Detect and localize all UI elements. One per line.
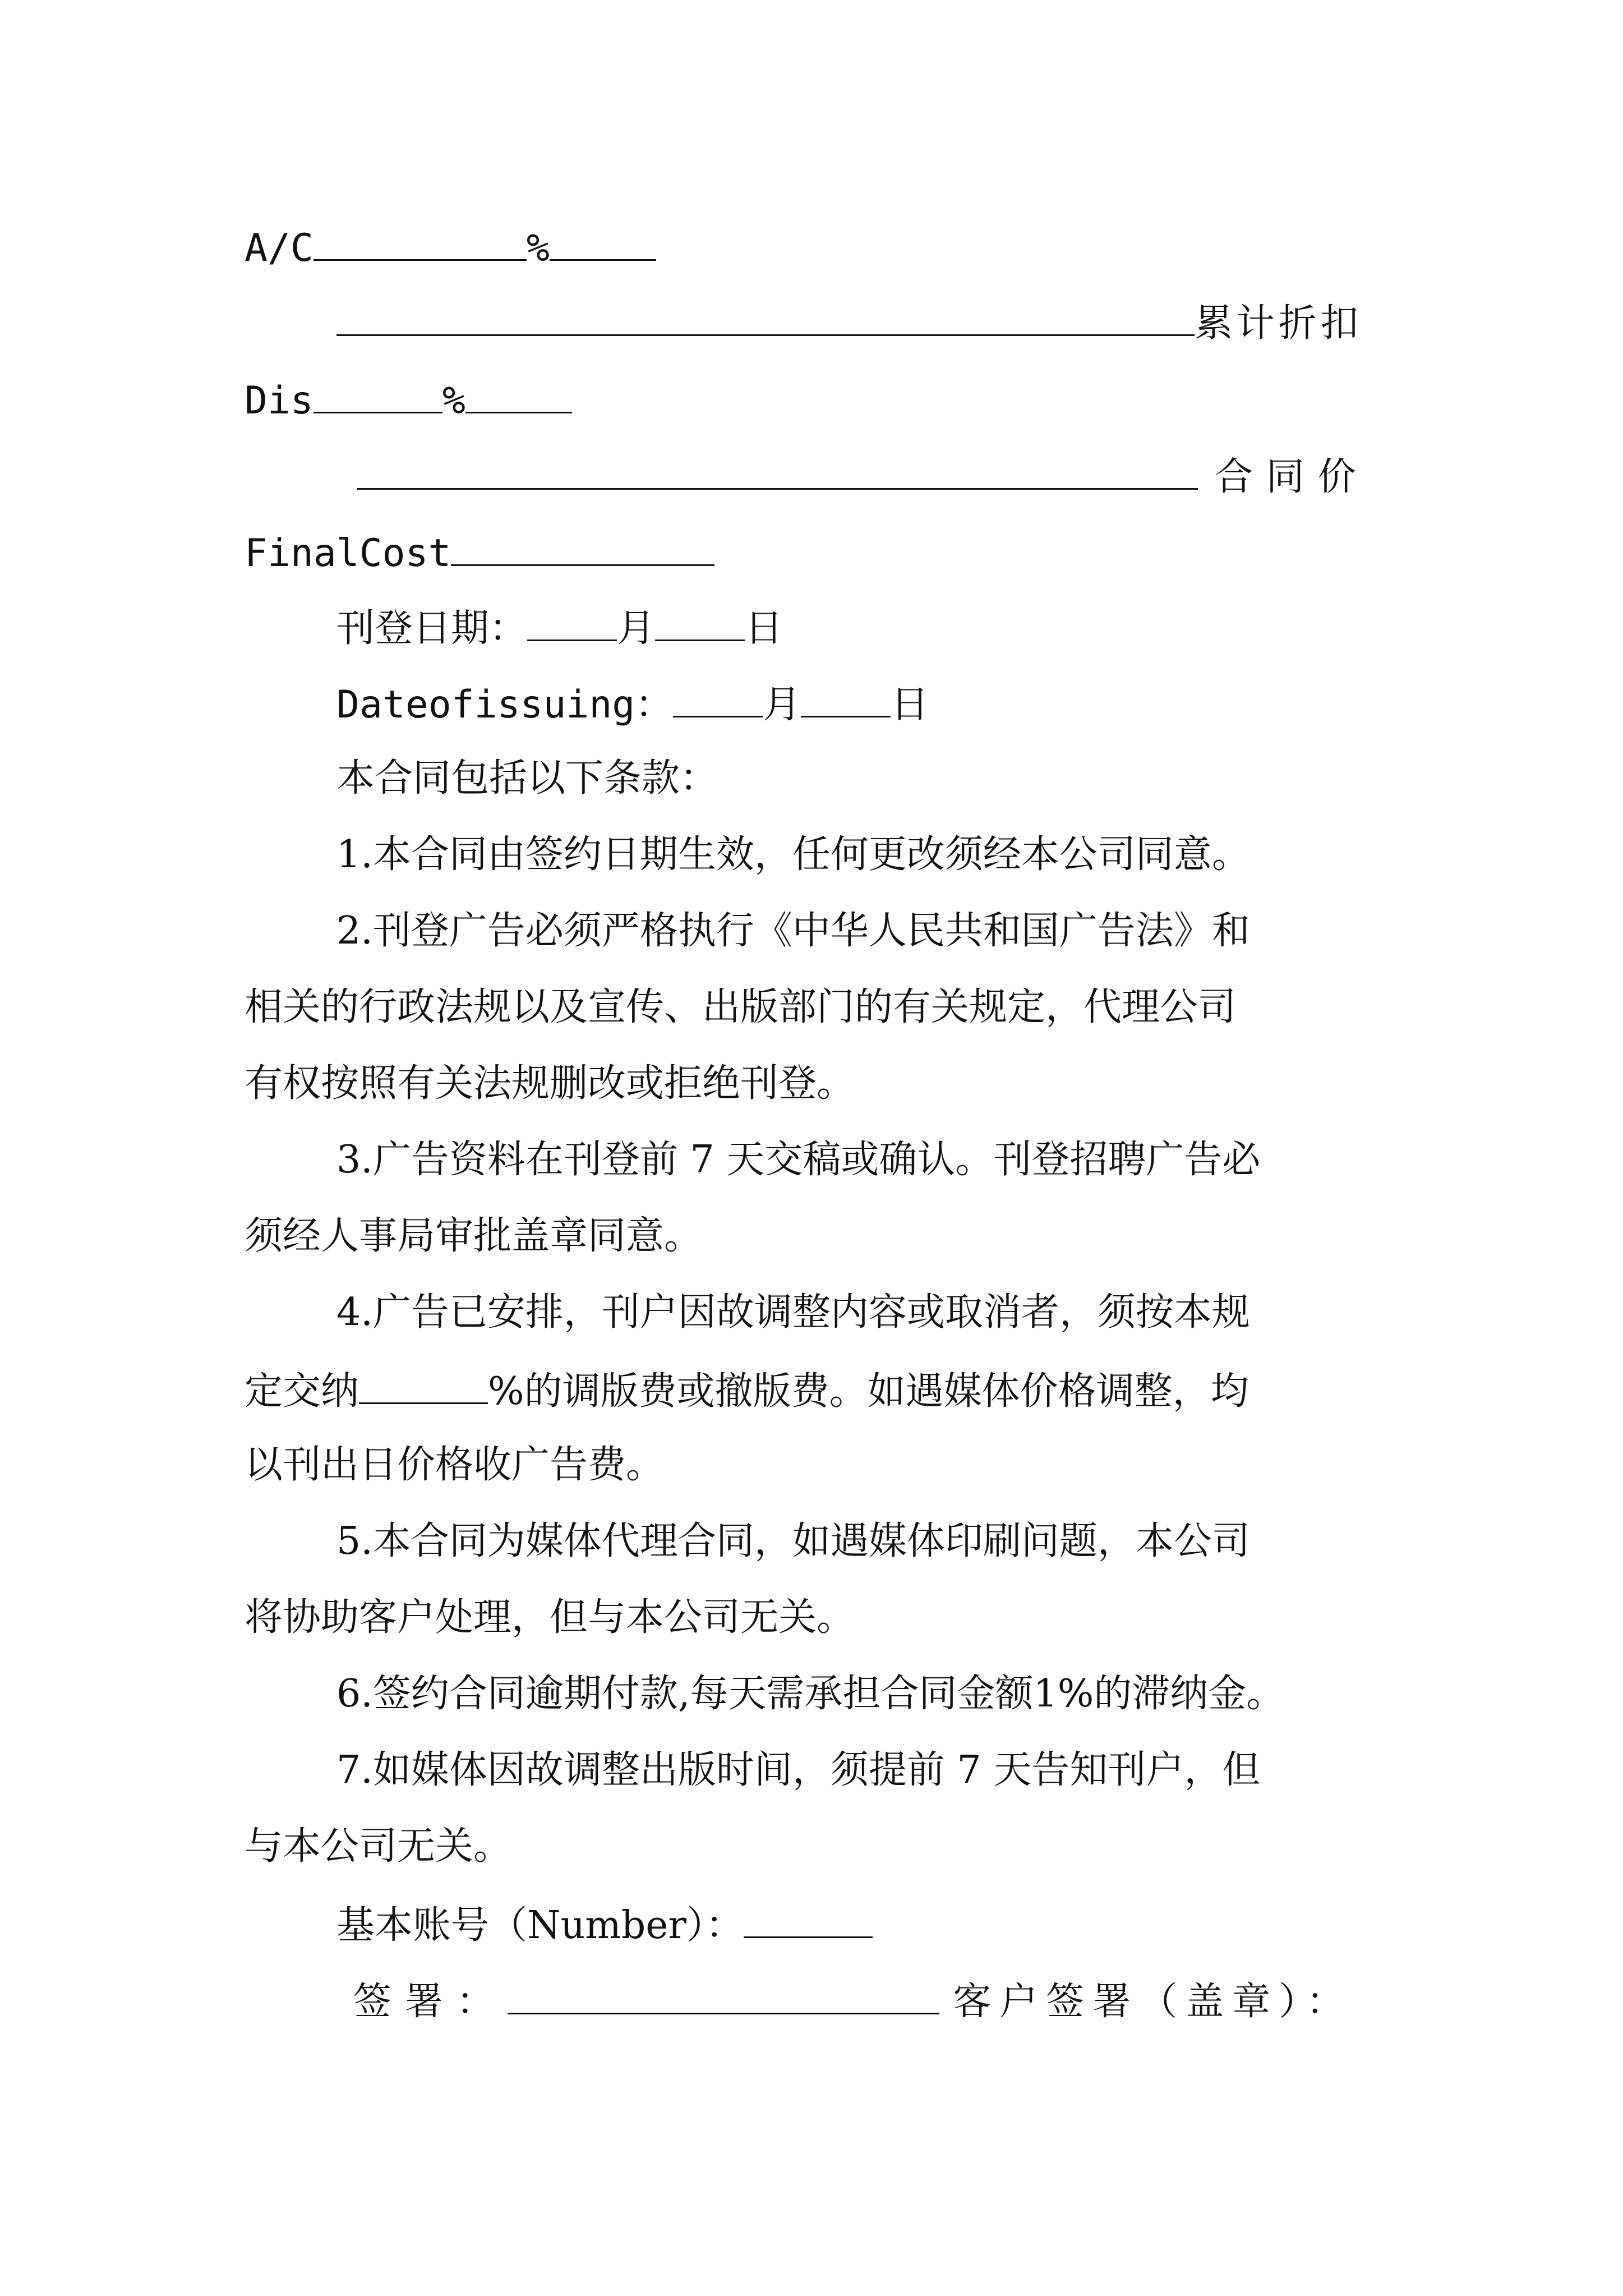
cumulative-discount-blank[interactable] xyxy=(336,302,1195,336)
ac-percent: % xyxy=(526,226,550,270)
clause-1: 1.本合同由签约日期生效，任何更改须经本公司同意。 xyxy=(336,832,1250,877)
clause-2-line-1: 2.刊登广告必须严格执行《中华人民共和国广告法》和 xyxy=(336,909,1250,953)
issue-date-en-line xyxy=(336,682,929,727)
issue-day-blank[interactable] xyxy=(655,607,745,641)
signature-blank[interactable] xyxy=(508,1980,939,2014)
issuing-day-label: 日 xyxy=(891,682,929,727)
issuing-month-blank[interactable] xyxy=(673,683,763,717)
clause-5-line-2: 将协助客户处理，但与本公司无关。 xyxy=(245,1595,855,1640)
final-cost-label: FinalCost xyxy=(245,531,451,576)
dis-label: Dis xyxy=(245,378,313,423)
ac-line xyxy=(245,227,656,268)
sign-label: 签署： xyxy=(353,1979,508,2024)
account-line xyxy=(336,1903,873,1948)
contract-price-label: 合同价 xyxy=(1215,454,1370,499)
ac-label: A/C xyxy=(245,226,313,270)
issue-date-en-label: Dateofissuing： xyxy=(336,682,674,727)
issue-month-blank[interactable] xyxy=(527,607,617,641)
contract-price-blank[interactable] xyxy=(357,455,1198,490)
clause-5-line-1: 5.本合同为媒体代理合同，如遇媒体印刷问题，本公司 xyxy=(336,1519,1250,1563)
clause-4-line-1: 4.广告已安排，刊户因故调整内容或取消者，须按本规 xyxy=(336,1290,1250,1335)
client-sign-label: 客户签署（盖章）： xyxy=(953,1979,1353,2024)
clause-4-line-2-start: 定交纳 xyxy=(245,1369,359,1414)
issue-date-cn-label: 刊登日期： xyxy=(336,606,528,651)
clause-2-line-2: 相关的行政法规以及宣传、出版部门的有关规定，代理公司 xyxy=(245,985,1237,1029)
final-cost-line xyxy=(245,531,714,576)
issue-date-cn-line xyxy=(336,606,783,651)
clause-4-line-3: 以刊出日价格收广告费。 xyxy=(245,1443,665,1487)
ac-blank-field[interactable] xyxy=(313,227,527,261)
clause-7-line-1: 7.如媒体因故调整出版时间，须提前 7 天告知刊户，但 xyxy=(336,1748,1261,1792)
contract-price-line xyxy=(357,454,1370,499)
dis-line xyxy=(245,378,572,423)
clause-6: 6.签约合同逾期付款,每天需承担合同金额1%的滞纳金。 xyxy=(336,1672,1285,1716)
clause-3-line-2: 须经人事局审批盖章同意。 xyxy=(245,1214,703,1258)
account-number-blank[interactable] xyxy=(744,1904,873,1938)
final-cost-blank[interactable] xyxy=(451,532,714,566)
clauses-intro: 本合同包括以下条款： xyxy=(336,756,718,800)
clause-3-line-1: 3.广告资料在刊登前 7 天交稿或确认。刊登招聘广告必 xyxy=(336,1138,1261,1182)
dis-percent: % xyxy=(442,378,465,423)
ac-blank-field-2[interactable] xyxy=(550,227,656,261)
issue-day-label: 日 xyxy=(745,606,783,651)
dis-blank-field[interactable] xyxy=(313,379,442,413)
signature-line xyxy=(353,1979,1353,2024)
account-label: 基本账号（Number）： xyxy=(336,1903,744,1948)
cumulative-discount-label: 累计折扣 xyxy=(1195,301,1363,346)
dis-blank-field-2[interactable] xyxy=(465,379,572,413)
clause-7-line-2: 与本公司无关。 xyxy=(245,1824,512,1869)
clause-4-fee-blank[interactable] xyxy=(359,1370,488,1404)
issuing-month-label: 月 xyxy=(763,682,801,727)
clause-2-line-3: 有权按照有关法规删改或拒绝刊登。 xyxy=(245,1061,855,1106)
clause-4-line-2 xyxy=(245,1369,1249,1414)
cumulative-discount-line xyxy=(336,301,1363,346)
issue-month-label: 月 xyxy=(617,606,656,651)
issuing-day-blank[interactable] xyxy=(801,683,891,717)
clause-4-line-2-end: %的调版费或撤版费。如遇媒体价格调整，均 xyxy=(488,1369,1249,1414)
